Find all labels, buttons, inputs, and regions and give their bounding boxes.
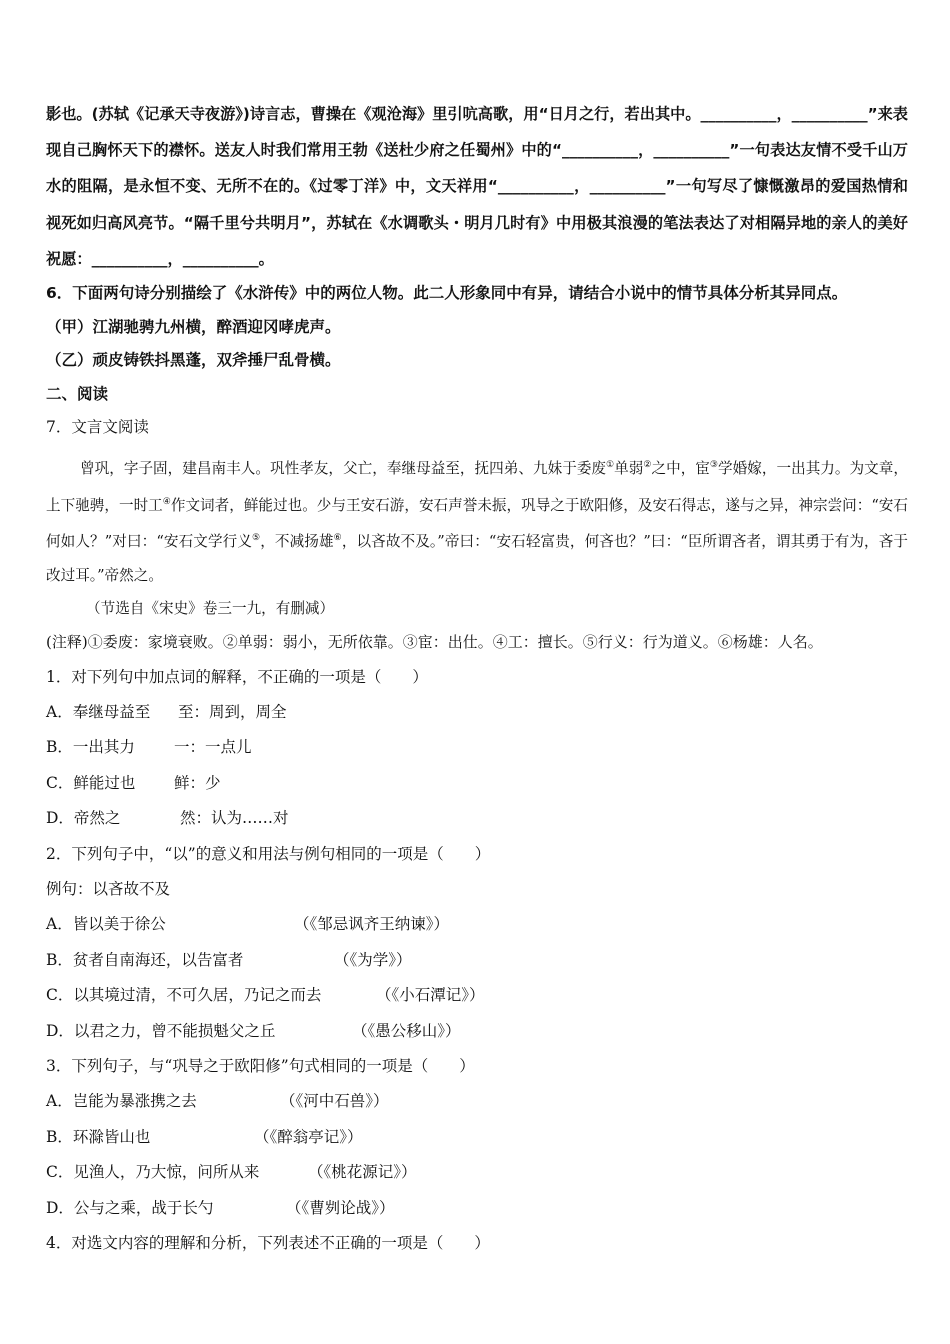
question-6-verse-jia: （甲）江湖驰骋九州横，醉酒迎冈哮虎声。 [46, 317, 341, 336]
question-2-stem: 2．下列句子中，“以”的意义和用法与例句相同的一项是（ ） [46, 844, 491, 863]
passage-source: （节选自《宋史》卷三一九，有删减） [86, 600, 335, 618]
question-2-example: 例句：以吝故不及 [46, 879, 171, 898]
question-3-option-b: B．环滁皆山也 （《醉翁亭记》） [46, 1127, 363, 1146]
question-3-option-c: C．见渔人，乃大惊，问所从来 （《桃花源记》） [46, 1163, 417, 1182]
note-marker: ④ [162, 496, 171, 507]
question-1-stem: 1．对下列句中加点词的解释，不正确的一项是（ ） [46, 667, 428, 686]
classical-passage: 曾巩，字子固，建昌南丰人。巩性孝友，父亡，奉继母益至，抚四弟、九妹于委废①单弱②之中，宦③学婚嫁，一出其力。为文章，上下驰骋，一时工④作文词者，鲜能过也。少与王安石游，安石声誉未振，巩导之于欧阳修，及安石得志，遂与之异，神宗尝问：“安石何如人？”对曰：“安石文学行义⑤，不减扬雄⑥，以吝故不及。”帝曰：“安石轻富贵，何吝也？”曰：“臣所谓吝者，谓其勇于有为，吝于改过耳。”帝然之。 [46, 459, 908, 584]
question-1-option-b: B．一出其力 一：一点儿 [46, 738, 252, 757]
question-1-option-c: C．鲜能过也 鲜：少 [46, 773, 221, 792]
note-marker: ③ [709, 459, 719, 470]
section-title: 二、阅读 [46, 384, 109, 403]
question-6-verse-yi: （乙）顽皮铸铁抖黑蓬，双斧捶尸乱骨横。 [46, 351, 341, 370]
document-page [46, 96, 908, 1261]
note-marker: ① [606, 459, 615, 470]
question-2-option-a: A．皆以美于徐公 （《邹忌讽齐王纳谏》） [46, 915, 450, 934]
note-marker: ② [643, 459, 652, 470]
question-2-option-d: D．以君之力，曾不能损魁父之丘 （《愚公移山》） [46, 1021, 461, 1040]
question-6-stem: 6．下面两句诗分别描绘了《水浒传》中的两位人物。此二人形象同中有异，请结合小说中的情节具体分析其异同点。 [46, 284, 848, 303]
question-4-stem: 4．对选文内容的理解和分析，下列表述不正确的一项是（ ） [46, 1234, 490, 1253]
question-3-option-a: A．岂能为暴涨携之去 （《河中石兽》） [46, 1092, 389, 1111]
question-3-option-d: D．公与之乘，战于长勺 （《曹刿论战》） [46, 1198, 395, 1217]
passage-notes: (注释)①委废：家境衰败。②单弱：弱小，无所依靠。③宦：出仕。④工：擅长。⑤行义：行为道义。⑥杨雄：人名。 [46, 632, 823, 651]
question-1-option-d: D．帝然之 然：认为……对 [46, 809, 289, 828]
question-2-option-c: C．以其境过清，不可久居，乃记之而去 （《小石潭记》） [46, 986, 485, 1005]
question-7-title: 7．文言文阅读 [46, 418, 149, 437]
question-2-option-b: B．贫者自南海还，以告富者 （《为学》） [46, 950, 412, 969]
note-marker: ⑥ [333, 533, 342, 544]
fill-in-blank-paragraph: 影也。(苏轼《记承天寺夜游》)诗言志，曹操在《观沧海》里引吭高歌，用“日月之行，若出其中。__________，__________”来表现自己胸怀天下的襟怀。送友人时我们常用王勃《送杜少府之任蜀州》中的“__________，__________”一句表达友情不受千山万水的阻隔，是永恒不变、无所不在的。《过零丁洋》中，文天祥用“__________，__________”一句写尽了慷慨激昂的爱国热情和视死如归高风亮节。“隔千里兮共明月”，苏轼在《水调歌头・明月几时有》中用极其浪漫的笔法表达了对相隔异地的亲人的美好祝愿：__________，__________。 [46, 105, 908, 268]
question-3-stem: 3．下列句子，与“巩导之于欧阳修”句式相同的一项是（ ） [46, 1057, 475, 1076]
note-marker: ⑤ [252, 533, 261, 544]
question-1-option-a: A．奉继母益至 至：周到，周全 [46, 702, 287, 721]
